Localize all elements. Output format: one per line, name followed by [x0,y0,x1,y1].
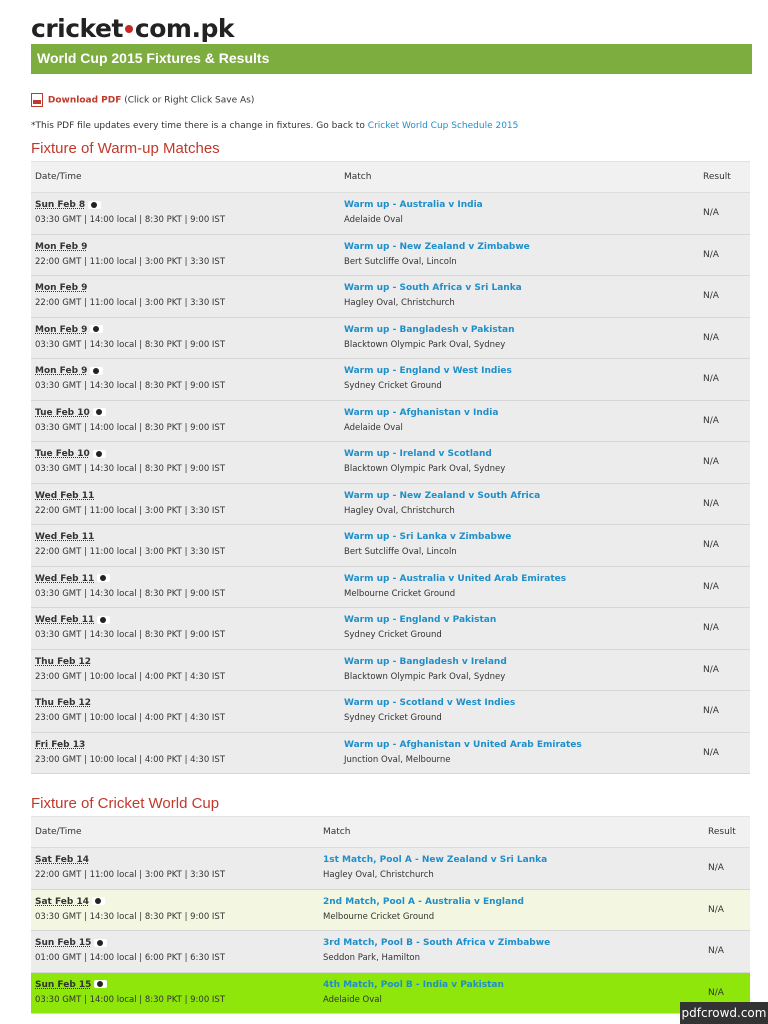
match-result: N/A [708,946,724,956]
cricket-ball-icon [125,25,133,33]
date-text: Mon Feb 9 [35,324,88,335]
date-text: Sat Feb 14 [35,855,89,865]
update-note [31,121,518,131]
download-section [31,93,254,107]
match-link[interactable]: 3rd Match, Pool B - South Africa v Zimbabwe [323,938,551,948]
match-result: N/A [703,540,719,550]
col-datetime: Date/Time [35,827,82,837]
table-header [31,817,750,848]
match-link[interactable]: 2nd Match, Pool A - Australia v England [323,896,524,907]
match-result: N/A [708,987,724,998]
table-row [31,733,750,775]
col-match: Match [323,827,351,837]
match-venue: Junction Oval, Melbourne [344,754,451,765]
banner-title: World Cup 2015 Fixtures & Results [37,50,270,66]
match-time: 22:00 GMT | 11:00 local | 3:00 PKT | 3:30 IST [35,547,226,557]
match-result: N/A [703,581,719,592]
match-result: N/A [703,623,719,633]
match-link[interactable]: Warm up - South Africa v Sri Lanka [344,283,522,293]
table-row [31,484,750,526]
title-banner [31,44,752,74]
logo-text-right: com.pk [134,14,234,43]
match-date[interactable] [35,698,91,708]
match-result: N/A [708,863,724,873]
match-link[interactable]: Warm up - New Zealand v South Africa [344,490,541,501]
match-result: N/A [703,291,719,301]
table-row [31,359,750,401]
match-time: 22:00 GMT | 11:00 local | 3:00 PKT | 3:30 IST [35,256,226,267]
schedule-link[interactable]: Cricket World Cup Schedule 2015 [367,121,519,131]
date-text: Mon Feb 9 [35,366,88,376]
match-link[interactable]: 4th Match, Pool B - India v Pakistan [323,979,504,990]
match-link[interactable]: Warm up - Bangladesh v Ireland [344,656,507,667]
match-link[interactable]: Warm up - Afghanistan v United Arab Emirates [344,739,582,750]
match-date[interactable] [35,408,106,418]
match-venue: Sydney Cricket Ground [344,630,442,640]
match-result: N/A [703,498,719,509]
worldcup-title: Fixture of Cricket World Cup [31,795,220,812]
table-header [31,162,750,193]
match-time: 03:30 GMT | 14:30 local | 8:30 PKT | 9:00 IST [35,588,226,599]
date-text: Tue Feb 10 [35,407,90,418]
date-text: Fri Feb 13 [35,739,86,750]
match-time: 03:30 GMT | 14:00 local | 8:30 PKT | 9:00 IST [35,422,226,433]
table-row [31,235,750,277]
col-datetime: Date/Time [35,172,82,182]
match-date[interactable] [35,283,87,293]
match-result: N/A [703,374,719,384]
match-result: N/A [703,706,719,716]
col-result: Result [703,172,731,182]
date-text: Sun Feb 15 [35,979,92,990]
date-text: Sun Feb 8 [35,200,86,210]
match-time: 03:30 GMT | 14:30 local | 8:30 PKT | 9:00 IST [35,911,226,922]
match-date[interactable] [35,657,91,667]
match-venue: Hagley Oval, Christchurch [344,505,455,516]
match-venue: Adelaide Oval [344,422,403,433]
match-date[interactable] [35,980,107,990]
table-row [31,276,750,318]
match-venue: Adelaide Oval [323,994,382,1005]
match-link[interactable]: Warm up - Ireland v Scotland [344,449,492,459]
match-time: 22:00 GMT | 11:00 local | 3:00 PKT | 3:30 IST [35,298,226,308]
day-night-icon [90,367,103,375]
match-link[interactable]: Warm up - Australia v United Arab Emirates [344,573,567,584]
day-night-icon [94,980,107,988]
match-time: 23:00 GMT | 10:00 local | 4:00 PKT | 4:30 IST [35,713,226,723]
match-date[interactable] [35,574,110,584]
table-row [31,931,750,973]
day-night-icon [88,201,101,209]
day-night-icon [94,939,107,947]
match-link[interactable]: 1st Match, Pool A - New Zealand v Sri Lanka [323,855,548,865]
table-row [31,401,750,443]
table-row [31,691,750,733]
match-time: 03:30 GMT | 14:30 local | 8:30 PKT | 9:00 IST [35,464,226,474]
table-row [31,848,750,890]
match-venue: Melbourne Cricket Ground [344,588,456,599]
match-date[interactable] [35,449,106,459]
match-time: 23:00 GMT | 10:00 local | 4:00 PKT | 4:30 IST [35,754,226,765]
day-night-icon [93,450,106,458]
match-result: N/A [708,904,724,915]
match-time: 01:00 GMT | 14:00 local | 6:00 PKT | 6:30 IST [35,953,226,963]
col-match: Match [344,172,372,182]
match-date[interactable] [35,532,94,542]
pdf-icon [31,93,43,107]
download-pdf-link[interactable]: Download PDF [47,95,122,106]
day-night-icon [93,408,106,416]
match-time: 03:30 GMT | 14:00 local | 8:30 PKT | 9:00 IST [35,215,226,225]
match-result: N/A [703,415,719,426]
match-date[interactable] [35,855,89,865]
match-date[interactable] [35,615,110,625]
match-venue: Hagley Oval, Christchurch [344,298,455,308]
match-time: 03:30 GMT | 14:30 local | 8:30 PKT | 9:00 IST [35,339,226,350]
logo-text-left: cricket [31,14,123,43]
match-venue: Blacktown Olympic Park Oval, Sydney [344,339,506,350]
match-time: 03:30 GMT | 14:00 local | 8:30 PKT | 9:00 IST [35,994,226,1005]
date-text: Tue Feb 10 [35,449,90,459]
match-link[interactable]: Warm up - Sri Lanka v Zimbabwe [344,532,512,542]
match-date[interactable] [35,938,107,948]
day-night-icon [97,616,110,624]
match-venue: Seddon Park, Hamilton [323,953,421,963]
table-row [31,650,750,692]
note-text: *This PDF file updates every time there is a change in fixtures. Go back to [31,121,368,131]
date-text: Thu Feb 12 [35,698,92,708]
match-link[interactable]: Warm up - Afghanistan v India [344,407,499,418]
match-venue: Bert Sutcliffe Oval, Lincoln [344,547,457,557]
match-result: N/A [703,332,719,343]
match-venue: Blacktown Olympic Park Oval, Sydney [344,464,506,474]
match-venue: Melbourne Cricket Ground [323,911,435,922]
warmup-title: Fixture of Warm-up Matches [31,140,220,157]
date-text: Sat Feb 14 [35,896,89,907]
match-time: 03:30 GMT | 14:30 local | 8:30 PKT | 9:00 IST [35,630,226,640]
match-link[interactable]: Warm up - England v Pakistan [344,615,497,625]
match-venue: Hagley Oval, Christchurch [323,870,434,880]
match-time: 03:30 GMT | 14:30 local | 8:30 PKT | 9:00 IST [35,381,226,391]
match-date[interactable] [35,200,101,210]
site-logo[interactable] [31,14,234,44]
table-row [31,973,750,1015]
match-venue: Adelaide Oval [344,215,403,225]
match-venue: Sydney Cricket Ground [344,713,442,723]
table-row [31,442,750,484]
match-result: N/A [703,208,719,218]
date-text: Sun Feb 15 [35,938,92,948]
match-link[interactable]: Warm up - Bangladesh v Pakistan [344,324,515,335]
match-date[interactable] [35,491,94,501]
match-time: 22:00 GMT | 11:00 local | 3:00 PKT | 3:30 IST [35,870,226,880]
date-text: Wed Feb 11 [35,532,95,542]
worldcup-table [31,816,750,1014]
pdfcrowd-watermark[interactable]: pdfcrowd.com [680,1002,768,1024]
date-text: Mon Feb 9 [35,283,88,293]
match-link[interactable]: Warm up - Australia v India [344,200,483,210]
table-row [31,567,750,609]
match-time: 22:00 GMT | 11:00 local | 3:00 PKT | 3:30 IST [35,505,226,516]
match-time: 23:00 GMT | 10:00 local | 4:00 PKT | 4:30 IST [35,671,226,682]
table-row [31,525,750,567]
match-date[interactable] [35,242,87,252]
day-night-icon [92,897,105,905]
match-date[interactable] [35,325,103,335]
match-result: N/A [703,664,719,675]
match-venue: Sydney Cricket Ground [344,381,442,391]
col-result: Result [708,827,736,837]
download-hint: (Click or Right Click Save As) [124,95,255,106]
match-result: N/A [703,457,719,467]
day-night-icon [97,574,110,582]
table-row [31,890,750,932]
date-text: Wed Feb 11 [35,615,95,625]
date-text: Wed Feb 11 [35,490,95,501]
match-link[interactable]: Warm up - Scotland v West Indies [344,698,516,708]
match-link[interactable]: Warm up - New Zealand v Zimbabwe [344,241,530,252]
table-row [31,318,750,360]
day-night-icon [90,325,103,333]
table-row [31,608,750,650]
date-text: Thu Feb 12 [35,656,92,667]
match-date[interactable] [35,366,103,376]
match-date[interactable] [35,740,85,750]
date-text: Mon Feb 9 [35,241,88,252]
match-date[interactable] [35,897,105,907]
date-text: Wed Feb 11 [35,573,95,584]
match-result: N/A [703,249,719,260]
warmup-table [31,161,750,774]
match-result: N/A [703,747,719,758]
match-venue: Bert Sutcliffe Oval, Lincoln [344,256,457,267]
match-venue: Blacktown Olympic Park Oval, Sydney [344,671,506,682]
table-row [31,193,750,235]
match-link[interactable]: Warm up - England v West Indies [344,366,512,376]
